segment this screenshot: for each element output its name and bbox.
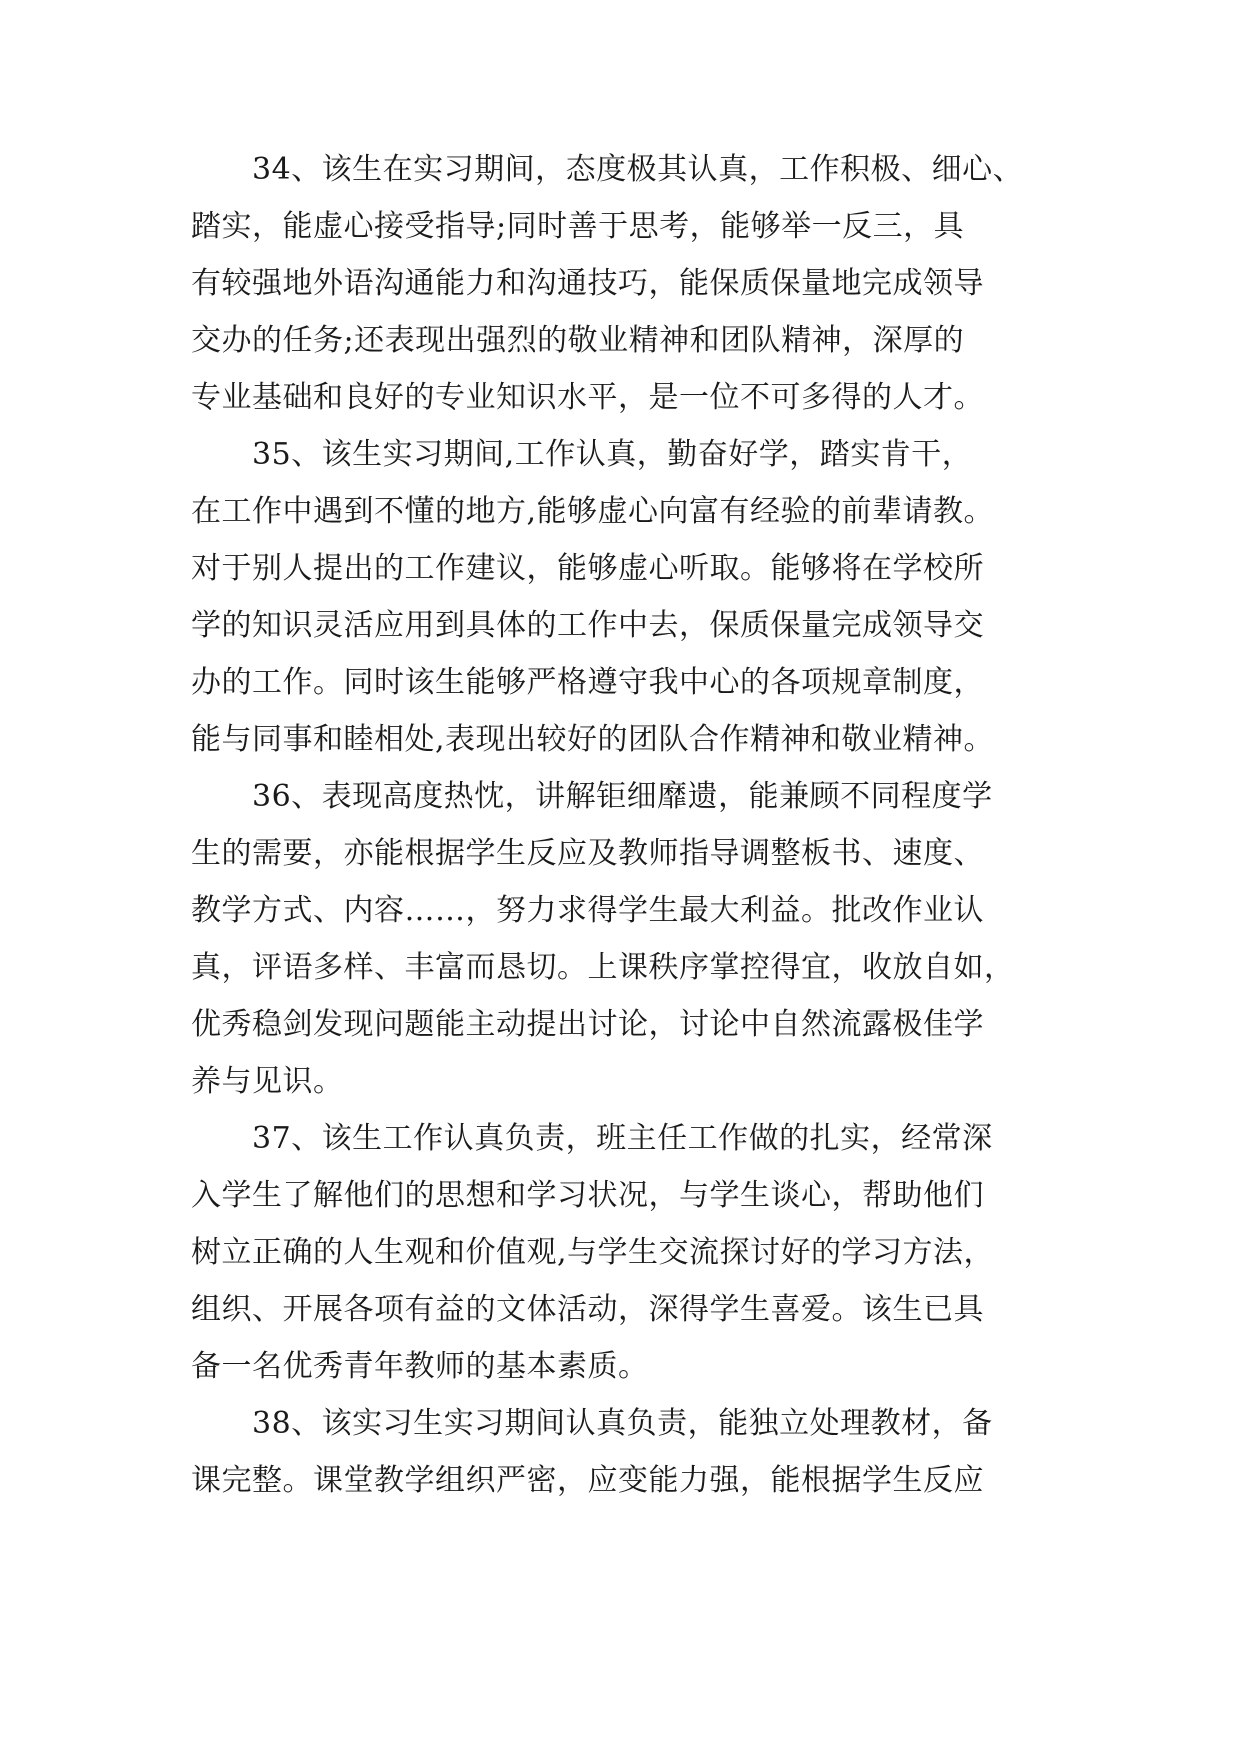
paragraph-34-line-1: 34、该生在实习期间，态度极其认真，工作积极、细心、 xyxy=(252,152,1024,187)
paragraph-36-line-4: 真，评语多样、丰富而恳切。上课秩序掌控得宜，收放自如， xyxy=(191,950,1015,985)
paragraph-34-line-3: 有较强地外语沟通能力和沟通技巧，能保质保量地完成领导 xyxy=(191,266,984,301)
paragraph-36-line-5: 优秀稳剑发现问题能主动提出讨论，讨论中自然流露极佳学 xyxy=(191,1007,984,1042)
paragraph-37-line-2: 入学生了解他们的思想和学习状况，与学生谈心，帮助他们 xyxy=(191,1178,984,1213)
paragraph-35-line-6: 能与同事和睦相处,表现出较好的团队合作精神和敬业精神。 xyxy=(191,722,995,757)
paragraph-36-line-3: 教学方式、内容……，努力求得学生最大利益。批改作业认 xyxy=(191,893,984,928)
paragraph-35-line-2: 在工作中遇到不懂的地方,能够虚心向富有经验的前辈请教。 xyxy=(191,494,995,529)
paragraph-34-line-5: 专业基础和良好的专业知识水平，是一位不可多得的人才。 xyxy=(191,380,984,415)
paragraph-34-line-2: 踏实，能虚心接受指导;同时善于思考，能够举一反三，具 xyxy=(191,209,965,244)
paragraph-34-line-4: 交办的任务;还表现出强烈的敬业精神和团队精神，深厚的 xyxy=(191,323,965,358)
paragraph-37-line-3: 树立正确的人生观和价值观,与学生交流探讨好的学习方法， xyxy=(191,1235,995,1270)
paragraph-36-line-6: 养与见识。 xyxy=(191,1064,344,1099)
paragraph-37-line-5: 备一名优秀青年教师的基本素质。 xyxy=(191,1349,649,1384)
paragraph-37-line-4: 组织、开展各项有益的文体活动，深得学生喜爱。该生已具 xyxy=(191,1292,984,1327)
paragraph-38-line-1: 38、该实习生实习期间认真负责，能独立处理教材，备 xyxy=(252,1406,993,1441)
paragraph-36-line-1: 36、表现高度热忱，讲解钜细靡遗，能兼顾不同程度学 xyxy=(252,779,993,814)
paragraph-35-line-1: 35、该生实习期间,工作认真，勤奋好学，踏实肯干， xyxy=(252,437,973,472)
paragraph-35-line-5: 办的工作。同时该生能够严格遵守我中心的各项规章制度， xyxy=(191,665,984,700)
paragraph-37-line-1: 37、该生工作认真负责，班主任工作做的扎实，经常深 xyxy=(252,1121,993,1156)
paragraph-35-line-3: 对于别人提出的工作建议，能够虚心听取。能够将在学校所 xyxy=(191,551,984,586)
paragraph-38-line-2: 课完整。课堂教学组织严密，应变能力强，能根据学生反应 xyxy=(191,1463,984,1498)
paragraph-35-line-4: 学的知识灵活应用到具体的工作中去，保质保量完成领导交 xyxy=(191,608,984,643)
paragraph-36-line-2: 生的需要，亦能根据学生反应及教师指导调整板书、速度、 xyxy=(191,836,984,871)
